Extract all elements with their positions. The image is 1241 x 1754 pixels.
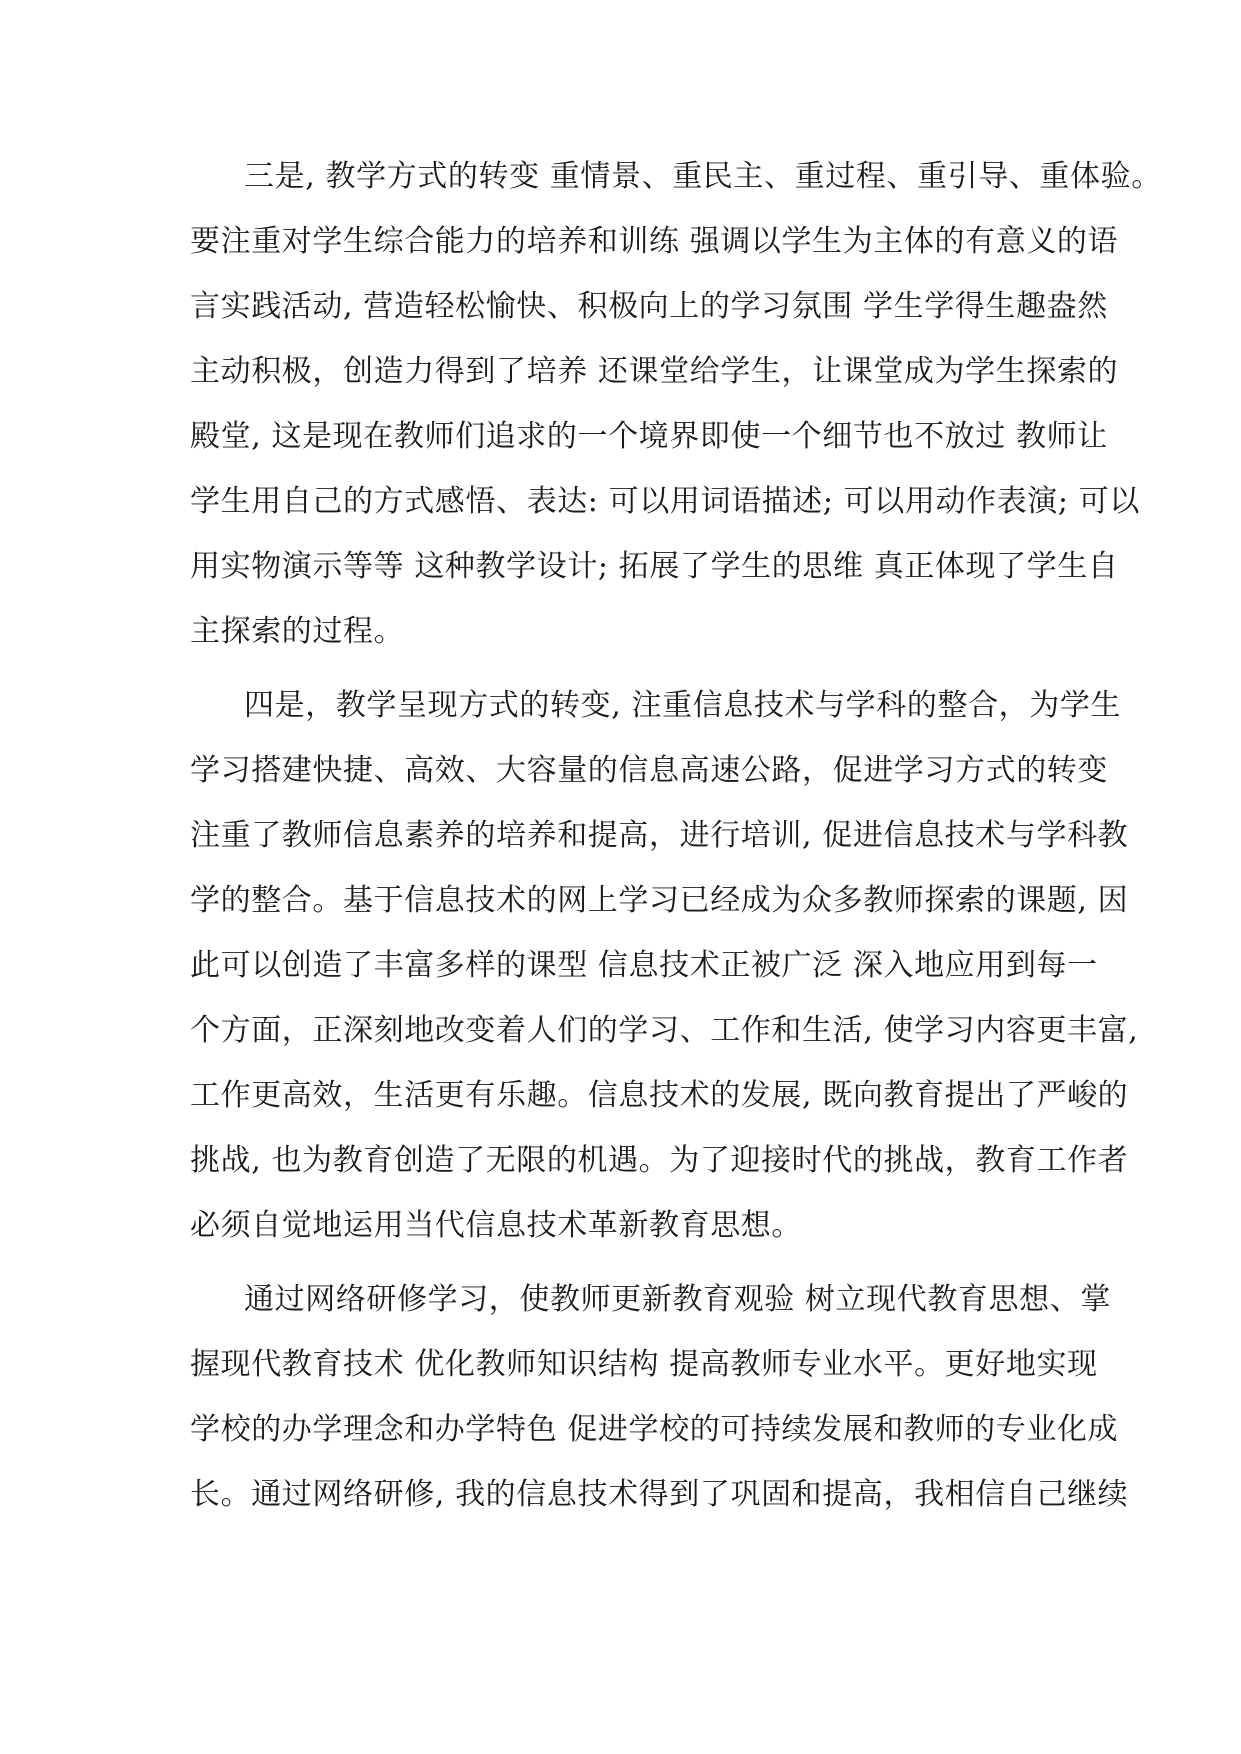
text-line: 三是, 教学方式的转变 重情景、重民主、重过程、重引导、重体验。 [244,159,1162,194]
text-line: 殿堂, 这是现在教师们追求的一个境界即使一个细节也不放过 教师让 [190,419,1108,454]
text-line: 学的整合。基于信息技术的网上学习已经成为众多教师探索的课题, 因 [190,883,1129,918]
text-line: 要注重对学生综合能力的培养和训练 强调以学生为主体的有意义的语 [190,224,1119,259]
text-line: 此可以创造了丰富多样的课型 信息技术正被广泛 深入地应用到每一 [190,948,1098,983]
paragraph-1 [190,159,1162,680]
text-line: 注重了教师信息素养的培养和提高，进行培训, 促进信息技术与学科教 [190,818,1129,853]
text-line: 言实践活动, 营造轻松愉快、积极向上的学习氛围 学生学得生趣盎然 [190,289,1108,324]
paragraph-2 [190,688,1139,1274]
text-line: 长。通过网络研修, 我的信息技术得到了巩固和提高，我相信自己继续 [190,1477,1129,1512]
text-line: 通过网络研修学习，使教师更新教育观验 树立现代教育思想、掌 [244,1282,1111,1317]
text-line: 学生用自己的方式感悟、表达: 可以用词语描述; 可以用动作表演; 可以 [190,484,1140,519]
text-line: 握现代教育技术 优化教师知识结构 提高教师专业水平。更好地实现 [190,1347,1098,1382]
text-line: 必须自觉地运用当代信息技术革新教育思想。 [190,1208,802,1243]
text-line: 挑战, 也为教育创造了无限的机遇。为了迎接时代的挑战，教育工作者 [190,1143,1129,1178]
text-line: 个方面，正深刻地改变着人们的学习、工作和生活, 使学习内容更丰富, [190,1013,1139,1048]
text-line: 主探索的过程。 [190,614,405,649]
text-line: 工作更高效，生活更有乐趣。信息技术的发展, 既向教育提出了严峻的 [190,1078,1129,1113]
text-line: 学习搭建快捷、高效、大容量的信息高速公路，促进学习方式的转变 [190,753,1108,788]
text-line: 主动积极，创造力得到了培养 还课堂给学生，让课堂成为学生探索的 [190,354,1119,389]
text-line: 四是，教学呈现方式的转变, 注重信息技术与学科的整合，为学生 [244,688,1122,723]
paragraph-3 [190,1282,1129,1543]
document-body [190,159,1162,1543]
text-line: 学校的办学理念和办学特色 促进学校的可持续发展和教师的专业化成 [190,1412,1119,1447]
text-line: 用实物演示等等 这种教学设计; 拓展了学生的思维 真正体现了学生自 [190,549,1119,584]
